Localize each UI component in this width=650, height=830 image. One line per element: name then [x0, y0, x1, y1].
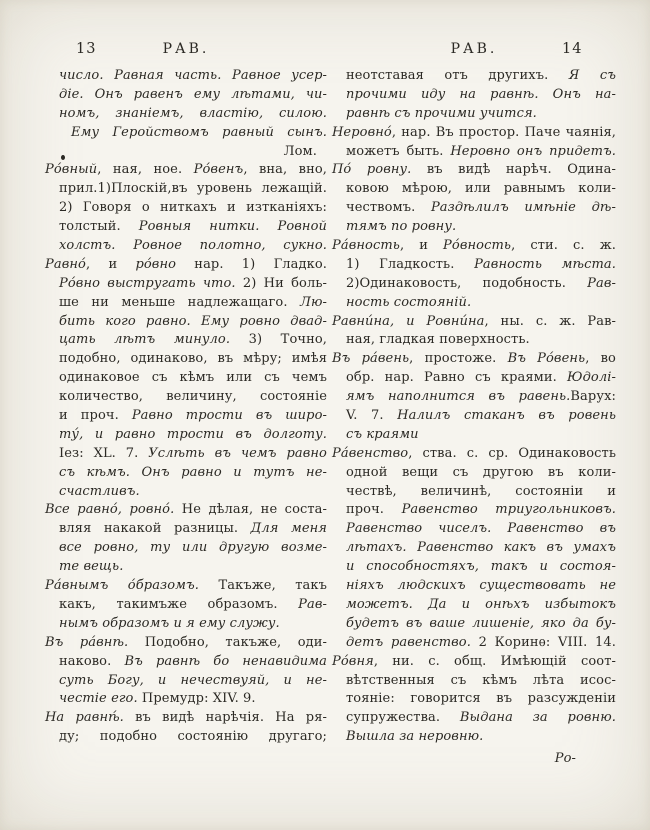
text-line	[332, 105, 616, 124]
text-segment: съ кѣмъ. Онъ равно и тутъ не-	[59, 464, 327, 480]
text-segment: Ему Геройствомъ равный сынъ.	[71, 124, 327, 140]
text-segment: Рав-	[298, 596, 327, 612]
text-line	[332, 539, 616, 558]
text-segment: холстъ. Ровное полотно, сукно.	[59, 238, 327, 254]
text-line	[45, 67, 327, 86]
text-line	[45, 426, 327, 445]
text-segment: Іез: XL. 7.	[59, 445, 149, 461]
text-segment: Ро́вно выстругать что.	[59, 275, 236, 291]
text-segment: 2) Говоря о ниткахъ и изтканіяхъ:	[59, 200, 327, 216]
text-segment: Не дѣлая, не соста-	[174, 502, 328, 518]
text-line	[45, 728, 327, 747]
text-segment: , и	[399, 238, 444, 254]
text-segment: діе. Онъ равенъ ему лѣтами, чи-	[59, 86, 327, 102]
text-segment: прочими иду на равнѣ. Онъ на-	[346, 86, 616, 102]
text-segment: Равность мѣста.	[474, 256, 616, 272]
text-line	[45, 520, 327, 539]
text-segment: Варух:	[570, 389, 616, 405]
text-segment: одной вещи съ другою въ коли-	[346, 464, 616, 480]
right-text-column	[332, 67, 616, 769]
text-line	[332, 709, 616, 728]
text-segment: Лом.	[283, 143, 317, 159]
running-head-right: РАВ.	[450, 41, 498, 57]
text-line	[45, 407, 327, 426]
text-segment: чествомъ.	[346, 200, 431, 216]
text-segment: лѣтахъ. Равенство какъ въ умахъ	[346, 540, 616, 556]
text-segment: номъ, знаніемъ, властію, силою.	[59, 105, 327, 121]
text-line	[332, 653, 616, 672]
text-segment: Ро́вный	[45, 162, 98, 178]
text-segment: ковою мѣрою, или равнымъ коли-	[346, 181, 616, 197]
text-segment: Равни́на, и Ровни́на	[332, 313, 485, 329]
text-segment: Равенство чиселъ. Равенство въ	[346, 521, 616, 537]
text-segment: Выдана за ровню.	[459, 710, 616, 726]
text-line	[332, 615, 616, 634]
text-segment: Все равно́, ровно́.	[45, 502, 175, 518]
text-line	[332, 237, 616, 256]
text-segment: те вещь.	[59, 559, 124, 575]
text-segment: количество, величину, состояніе	[59, 389, 327, 405]
text-line	[45, 634, 327, 653]
text-line	[332, 256, 616, 275]
text-segment: ямъ наполнится въ равень.	[346, 389, 571, 405]
text-line	[45, 464, 327, 483]
text-segment: обр. нар. Равно съ краями.	[346, 370, 567, 386]
text-segment: , во	[585, 351, 616, 367]
text-line	[332, 180, 616, 199]
text-segment: ту́, и равно трости въ долготу.	[59, 426, 327, 442]
text-segment: суть Богу, и нечествуяй, и не-	[59, 672, 327, 688]
text-segment: На равнѣ́.	[45, 710, 124, 726]
text-line	[45, 558, 327, 577]
text-segment: Рав-	[587, 275, 616, 291]
catchword-line	[332, 750, 616, 769]
text-segment: супружества.	[346, 710, 460, 726]
text-segment: , ни. с. общ. Имѣющій соот-	[373, 653, 616, 669]
text-segment: будетъ въ ваше лишеніе, яко да бу-	[346, 615, 616, 631]
text-line	[332, 388, 616, 407]
text-line	[45, 124, 327, 143]
text-segment: Равно трости въ широ-	[131, 408, 327, 424]
text-line	[45, 275, 327, 294]
text-segment: 2)Одинаковость, подобность.	[346, 275, 588, 291]
text-line	[332, 407, 616, 426]
text-line	[45, 615, 327, 634]
text-line	[45, 596, 327, 615]
text-segment: Ра́венство	[332, 445, 409, 461]
text-segment: одинаковое съ кѣмъ или съ чемъ	[59, 370, 327, 386]
text-segment: вляя накакой разницы.	[59, 521, 251, 537]
text-segment: 2) Ни боль-	[235, 275, 327, 291]
text-line	[332, 596, 616, 615]
text-segment: ніяхъ людскихъ существовать не	[346, 578, 616, 594]
text-segment: все ровно, ту или другую возме-	[59, 540, 327, 556]
ink-spot	[61, 155, 65, 160]
text-segment: Юдолі-	[566, 370, 616, 386]
text-segment: Ро́вня	[332, 653, 374, 669]
text-line	[332, 124, 616, 143]
text-segment: , сти. с. ж.	[511, 238, 616, 254]
text-segment: и проч.	[59, 408, 132, 424]
text-line	[45, 218, 327, 237]
text-line	[332, 690, 616, 709]
text-segment: Равно́	[45, 256, 86, 272]
left-text-column	[45, 67, 327, 747]
text-segment: подобно, одинаково, въ мѣру; имѣя	[59, 351, 327, 367]
text-segment: Равенство триугольниковъ.	[401, 502, 616, 518]
running-head-left: РАВ.	[162, 41, 210, 57]
text-segment: бить кого равно. Ему ровно двад-	[59, 313, 327, 329]
text-segment: нар. 1) Гладко.	[176, 256, 327, 272]
page-number-left: 13	[76, 41, 97, 57]
text-segment: какъ, такимъже образомъ.	[59, 596, 299, 612]
text-line	[332, 331, 616, 350]
page-number-right: 14	[562, 41, 583, 57]
text-segment: неотставая отъ другихъ.	[346, 68, 569, 83]
text-line	[45, 690, 327, 709]
text-line	[332, 369, 616, 388]
text-line	[45, 709, 327, 728]
text-segment: Ровныя нитки. Ровной	[138, 219, 327, 235]
text-line	[45, 445, 327, 464]
text-line	[45, 105, 327, 124]
text-segment: ше ни меньше надлежащаго.	[59, 294, 300, 310]
text-segment: чествѣ, величинѣ, состояніи и	[346, 483, 616, 499]
text-segment: ность состояній.	[346, 294, 472, 310]
text-line	[332, 313, 616, 332]
text-line	[332, 350, 616, 369]
text-segment: 1) Гладкость.	[346, 256, 475, 272]
text-line	[45, 369, 327, 388]
text-line	[332, 728, 616, 747]
text-segment: проч.	[346, 502, 402, 518]
text-line	[332, 520, 616, 539]
text-segment: нымъ образомъ и я ему служу.	[59, 615, 280, 631]
text-segment: Я съ	[568, 68, 616, 83]
text-segment: толстый.	[59, 219, 139, 235]
text-segment: прил.1)Плоскій,въ уровень лежащій.	[59, 181, 327, 197]
attribution-line	[45, 143, 327, 162]
text-segment: Въ равнѣ бо ненавидима	[124, 653, 328, 669]
text-line	[45, 501, 327, 520]
text-segment: вѣтственныя съ кѣмъ лѣта исос-	[346, 672, 616, 688]
text-line	[45, 483, 327, 502]
text-line	[45, 313, 327, 332]
text-segment: Ро́вность	[443, 238, 512, 254]
text-line	[332, 161, 616, 180]
text-segment: съ краями	[346, 426, 419, 442]
text-segment: цать лѣтъ минуло.	[59, 332, 231, 348]
text-segment: Для меня	[250, 521, 327, 537]
text-line	[45, 331, 327, 350]
text-segment: Такъже, такъ	[199, 578, 327, 594]
text-line	[332, 501, 616, 520]
text-line	[45, 237, 327, 256]
text-line	[332, 445, 616, 464]
text-line	[45, 294, 327, 313]
text-segment: Неровно́	[332, 124, 392, 140]
text-segment: и способностяхъ, такъ и состоя-	[346, 559, 616, 575]
text-line	[45, 350, 327, 369]
text-segment: Ро-	[554, 751, 576, 767]
text-line	[332, 275, 616, 294]
text-segment: Въ ра́внѣ.	[45, 634, 129, 650]
text-line	[45, 653, 327, 672]
text-segment: счастливъ.	[59, 483, 140, 499]
text-segment: Налилъ стаканъ въ ровень	[397, 408, 616, 424]
text-segment: , ная, ное.	[97, 162, 194, 178]
text-line	[45, 86, 327, 105]
text-segment: Ро́венъ	[193, 162, 244, 178]
text-line	[45, 577, 327, 596]
text-segment: можетъ быть.	[346, 143, 451, 159]
text-segment: ду; подобно состоянію другаго;	[59, 729, 327, 745]
text-segment: 2 Коринѳ: VIII. 14.	[470, 634, 616, 650]
text-segment: Премудр: XIV. 9.	[137, 691, 256, 707]
text-line	[332, 577, 616, 596]
text-segment: Подобно, такъже, оди-	[128, 634, 327, 650]
text-segment: Неровно онъ придетъ.	[450, 143, 616, 159]
text-line	[332, 218, 616, 237]
text-segment: Ра́внымъ о́бразомъ.	[45, 578, 200, 594]
text-line	[332, 672, 616, 691]
text-segment: По́ ровну.	[332, 162, 412, 178]
text-segment: число. Равная часть. Равное усер-	[59, 68, 327, 83]
text-segment: честіе его.	[59, 691, 138, 707]
text-segment: можетъ. Да и онѣхъ избытокъ	[346, 596, 616, 612]
text-segment: , ны. с. ж. Рав-	[484, 313, 616, 329]
text-line	[45, 388, 327, 407]
text-segment: Ра́вность	[332, 238, 400, 254]
text-segment: Лю-	[300, 294, 327, 310]
text-segment: детъ равенство.	[346, 634, 471, 650]
text-segment: Въ Ро́вень	[507, 351, 586, 367]
text-segment: въ видѣ нарѣчія. На ря-	[123, 710, 327, 726]
text-segment: ная, гладкая поверхность.	[346, 332, 530, 348]
text-line	[332, 86, 616, 105]
text-line	[45, 161, 327, 180]
text-line	[45, 539, 327, 558]
text-segment: Раздѣлилъ имѣніе дѣ-	[430, 200, 616, 216]
text-line	[332, 464, 616, 483]
text-line	[45, 256, 327, 275]
text-line	[332, 199, 616, 218]
text-segment: равнѣ съ прочими учится.	[346, 105, 537, 121]
text-line	[45, 180, 327, 199]
text-segment: , и	[85, 256, 136, 272]
text-segment: ро́вно	[135, 256, 177, 272]
text-line	[332, 67, 616, 86]
text-line	[332, 294, 616, 313]
text-segment: , ства. с. ср. Одинаковость	[408, 445, 616, 461]
text-segment: тояніе: говорится въ разсужденіи	[346, 691, 616, 707]
text-segment: V. 7.	[346, 408, 398, 424]
text-line	[45, 199, 327, 218]
text-segment: въ видѣ нарѣч. Одина-	[411, 162, 616, 178]
text-line	[45, 672, 327, 691]
text-segment: , нар. Въ простор. Паче чаянія,	[391, 124, 616, 140]
text-segment: наково.	[59, 653, 125, 669]
text-segment: Услѣть въ чемъ равно	[148, 445, 327, 461]
text-line	[332, 558, 616, 577]
text-line	[332, 143, 616, 162]
text-segment: Вышла за неровню.	[346, 729, 484, 745]
text-line	[332, 634, 616, 653]
text-segment: тямъ по ровну.	[346, 219, 457, 235]
text-line	[332, 483, 616, 502]
text-segment: , простоже.	[409, 351, 508, 367]
text-segment: 3) Точно,	[230, 332, 327, 348]
text-segment: Въ ра́вень	[332, 351, 410, 367]
text-segment: , вна, вно,	[243, 162, 327, 178]
text-line	[332, 426, 616, 445]
